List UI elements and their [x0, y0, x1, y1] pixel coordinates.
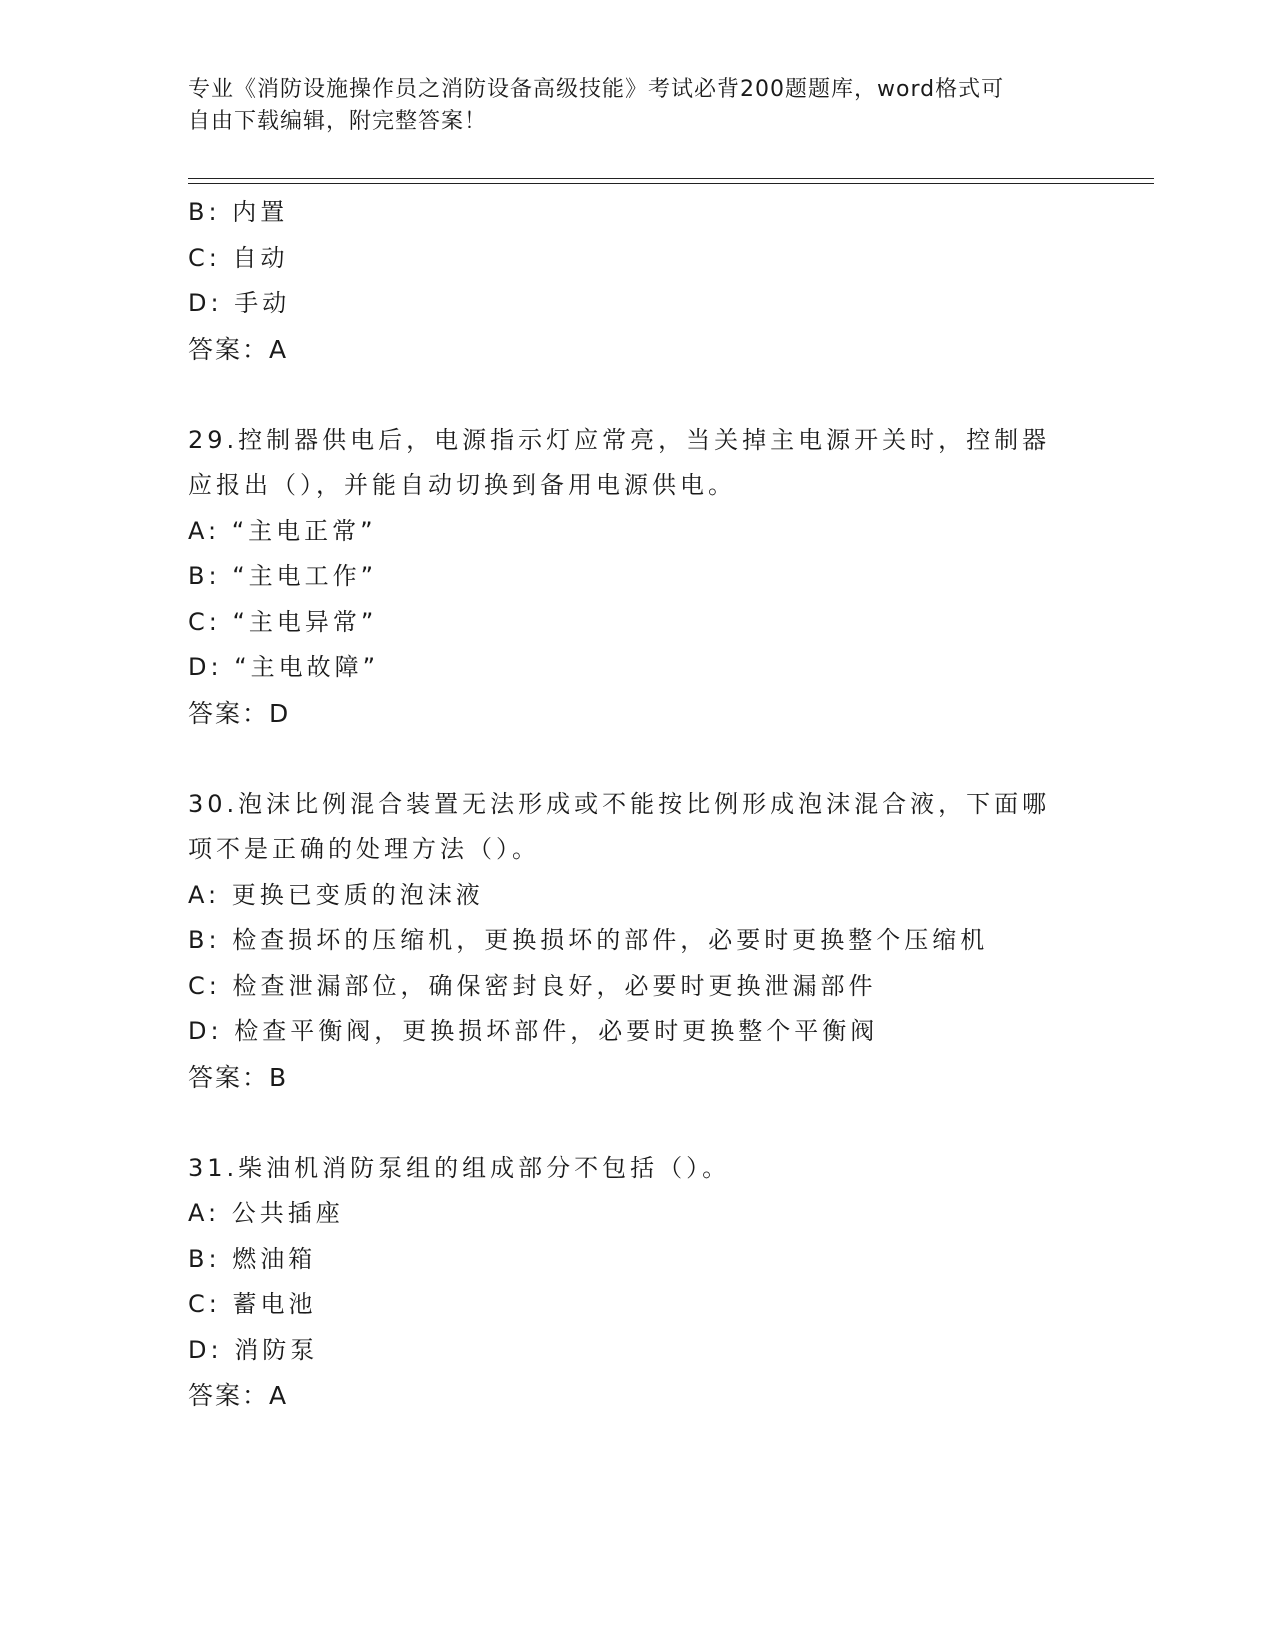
- answer-line: 答案：D: [188, 698, 291, 728]
- document-header: [188, 74, 1068, 138]
- answer-line: 答案：A: [188, 334, 289, 364]
- option-b: B: 内置: [188, 198, 289, 226]
- option-d: D: 消防泵: [188, 1335, 319, 1364]
- header-line-1: 专业《消防设施操作员之消防设备高级技能》考试必背200题题库，word格式可: [188, 77, 1005, 102]
- header-divider-bottom: [188, 183, 1154, 184]
- option-b: B: 燃油箱: [188, 1244, 317, 1273]
- question-stem-line: 应报出（），并能自动切换到备用电源供电。: [188, 471, 736, 499]
- question-29: [188, 418, 1088, 737]
- question-28-continued: [188, 190, 1088, 372]
- answer-line: 答案：B: [188, 1062, 289, 1092]
- option-d: D: 检查平衡阀，更换损坏部件，必要时更换整个平衡阀: [188, 1017, 879, 1045]
- header-line-2: 自由下载编辑，附完整答案！: [188, 109, 488, 134]
- answer-line: 答案：A: [188, 1381, 289, 1410]
- option-a: A: “主电正常”: [188, 516, 377, 545]
- option-b: B: “主电工作”: [188, 562, 378, 590]
- option-c: C: 自动: [188, 243, 289, 272]
- option-c: C: 蓄电池: [188, 1290, 317, 1318]
- option-d: D: “主电故障”: [188, 653, 380, 681]
- question-stem-line: 30.泡沫比例混合装置无法形成或不能按比例形成泡沫混合液，下面哪: [188, 789, 1051, 818]
- option-d: D: 手动: [188, 289, 291, 317]
- question-stem-line: 31.柴油机消防泵组的组成部分不包括（）。: [188, 1153, 731, 1182]
- option-c: C: 检查泄漏部位，确保密封良好，必要时更换泄漏部件: [188, 971, 877, 1000]
- option-b: B: 检查损坏的压缩机，更换损坏的部件，必要时更换整个压缩机: [188, 926, 989, 954]
- question-list: [188, 190, 1088, 1419]
- question-stem-line: 项不是正确的处理方法（）。: [188, 835, 540, 863]
- option-c: C: “主电异常”: [188, 607, 378, 636]
- question-30: [188, 782, 1088, 1101]
- question-31: [188, 1146, 1088, 1419]
- option-a: A: 更换已变质的泡沫液: [188, 880, 484, 909]
- option-a: A: 公共插座: [188, 1199, 344, 1227]
- header-divider-top: [188, 178, 1154, 179]
- question-stem-line: 29.控制器供电后，电源指示灯应常亮，当关掉主电源开关时，控制器: [188, 425, 1051, 454]
